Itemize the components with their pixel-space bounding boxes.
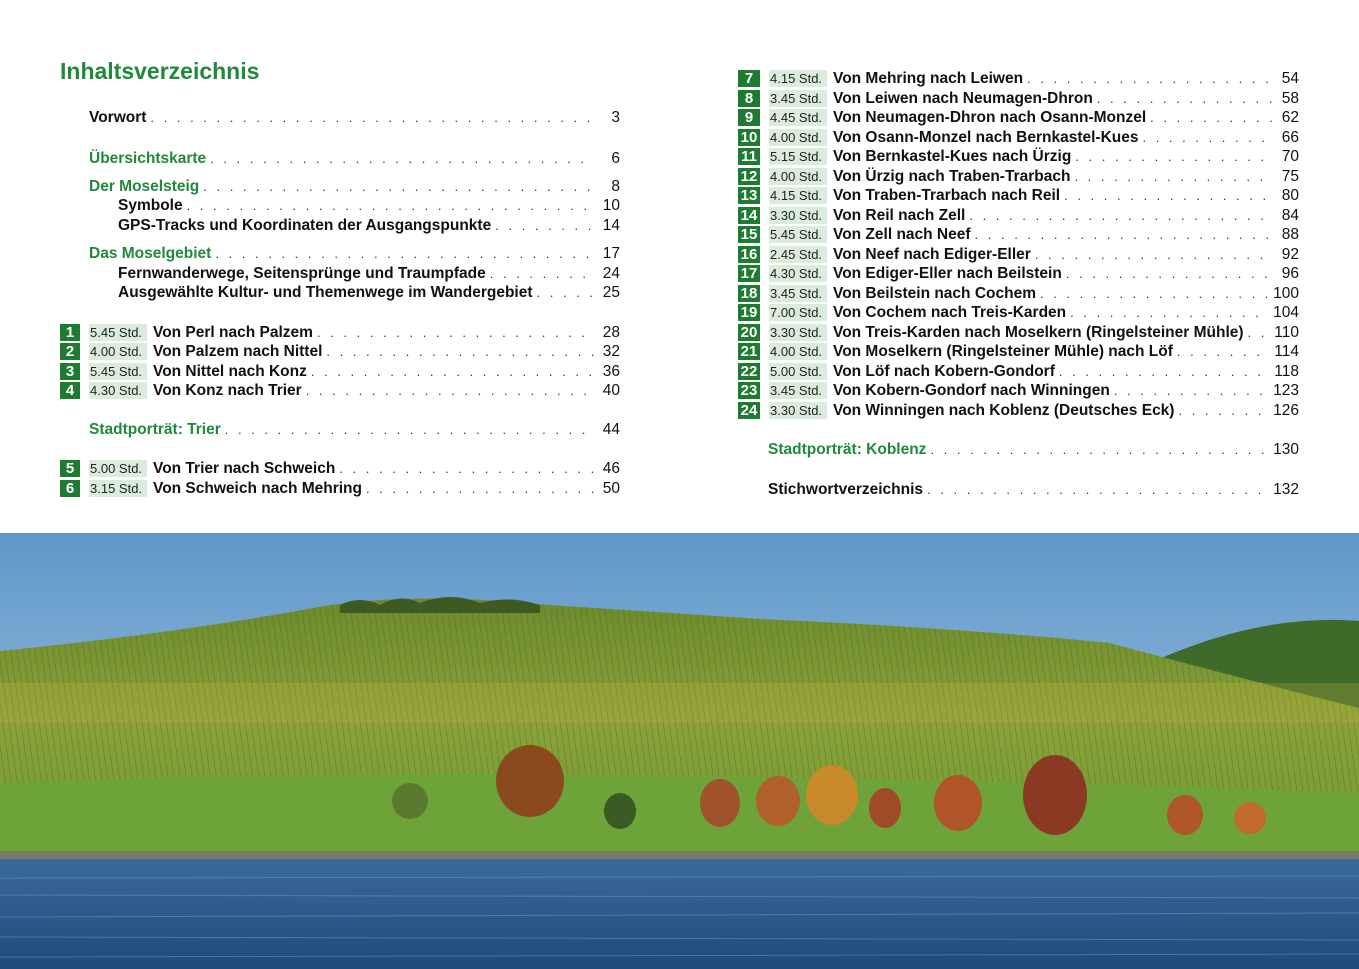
stage-number-badge: 23: [738, 382, 760, 399]
vineyard-landscape-photo: [0, 533, 1359, 969]
stage-number-badge: 17: [738, 265, 760, 282]
stage-page: 36: [602, 363, 620, 380]
toc-label: Übersichtskarte: [89, 150, 207, 167]
stage-number-badge: 20: [738, 324, 760, 341]
stage-duration: 3.45 Std.: [769, 285, 827, 302]
stage-number-badge: 8: [738, 90, 760, 107]
stage-title: Von Mehring nach Leiwen: [833, 70, 1024, 87]
leader-dots: [975, 225, 1273, 244]
stage-title: Von Trier nach Schweich: [153, 460, 336, 477]
stage-duration: 5.45 Std.: [89, 324, 147, 341]
stage-page: 54: [1281, 70, 1299, 87]
stage-number-badge: 9: [738, 109, 760, 126]
toc-entry-uebersichtskarte[interactable]: [89, 149, 620, 168]
toc-page: 24: [602, 265, 620, 282]
leader-dots: [215, 244, 594, 263]
leader-dots: [210, 149, 594, 168]
stage-row-2[interactable]: [60, 342, 620, 361]
stage-duration: 3.45 Std.: [769, 382, 827, 399]
toc-label: Das Moselgebiet: [89, 245, 212, 262]
page-title: Inhaltsverzeichnis: [60, 58, 260, 84]
toc-label: Stadtporträt: Trier: [89, 421, 221, 438]
stage-row-23[interactable]: [738, 381, 1299, 400]
stage-duration: 3.30 Std.: [769, 402, 827, 419]
stage-page: 66: [1281, 129, 1299, 146]
stage-row-11[interactable]: [738, 147, 1299, 166]
stage-number-badge: 10: [738, 129, 760, 146]
stage-title: Von Leiwen nach Neumagen-Dhron: [833, 90, 1093, 107]
stage-page: 80: [1281, 187, 1299, 204]
stage-page: 114: [1274, 343, 1299, 360]
leader-dots: [1070, 303, 1269, 322]
leader-dots: [1097, 89, 1273, 108]
stage-number-badge: 14: [738, 207, 760, 224]
stage-title: Von Kobern-Gondorf nach Winningen: [833, 382, 1110, 399]
leader-dots: [1248, 323, 1271, 342]
stage-row-6[interactable]: [60, 479, 620, 498]
stage-duration: 4.00 Std.: [769, 343, 827, 360]
stage-title: Von Treis-Karden nach Moselkern (Ringelsteiner Mühle): [833, 324, 1244, 341]
stage-number-badge: 16: [738, 246, 760, 263]
stage-row-8[interactable]: [738, 89, 1299, 108]
stage-row-4[interactable]: [60, 381, 620, 400]
leader-dots: [1177, 342, 1270, 361]
stage-page: 75: [1281, 168, 1299, 185]
toc-page: 3: [611, 109, 620, 126]
stage-page: 28: [602, 324, 620, 341]
leader-dots: [366, 479, 594, 498]
stage-row-12[interactable]: [738, 167, 1299, 186]
leader-dots: [311, 362, 594, 381]
stage-duration: 3.45 Std.: [769, 90, 827, 107]
stage-title: Von Osann-Monzel nach Bernkastel-Kues: [833, 129, 1139, 146]
stage-page: 84: [1281, 207, 1299, 224]
stage-page: 123: [1273, 382, 1299, 399]
stage-duration: 2.45 Std.: [769, 246, 827, 263]
stage-title: Von Traben-Trarbach nach Reil: [833, 187, 1061, 204]
leader-dots: [1150, 108, 1273, 127]
stage-number-badge: 13: [738, 187, 760, 204]
stage-number-badge: 19: [738, 304, 760, 321]
stage-page: 100: [1273, 285, 1299, 302]
stage-page: 104: [1273, 304, 1299, 321]
toc-entry-stadtportraet-trier[interactable]: [89, 420, 620, 439]
stage-row-9[interactable]: [738, 108, 1299, 127]
stage-number-badge: 6: [60, 480, 80, 497]
stage-number-badge: 12: [738, 168, 760, 185]
toc-label: Fernwanderwege, Seitensprünge und Traumpfade: [118, 265, 486, 282]
stage-page: 58: [1281, 90, 1299, 107]
stage-row-14[interactable]: [738, 206, 1299, 225]
stage-row-10[interactable]: [738, 128, 1299, 147]
stage-title: Von Löf nach Kobern-Gondorf: [833, 363, 1055, 380]
stage-title: Von Neef nach Ediger-Eller: [833, 246, 1031, 263]
river-embankment: [0, 851, 1359, 859]
leader-dots: [537, 283, 594, 302]
stage-number-badge: 11: [738, 148, 760, 165]
leader-dots: [306, 381, 594, 400]
stage-page: 40: [602, 382, 620, 399]
stage-page: 70: [1281, 148, 1299, 165]
stage-duration: 4.00 Std.: [769, 168, 827, 185]
leader-dots: [1059, 362, 1270, 381]
leader-dots: [203, 177, 594, 196]
stage-row-15[interactable]: [738, 225, 1299, 244]
stage-title: Von Zell nach Neef: [833, 226, 971, 243]
stage-duration: 3.30 Std.: [769, 324, 827, 341]
toc-label: Vorwort: [89, 109, 147, 126]
stage-page: 62: [1281, 109, 1299, 126]
toc-page: 44: [602, 421, 620, 438]
toc-label: Der Moselsteig: [89, 178, 200, 195]
stage-title: Von Moselkern (Ringelsteiner Mühle) nach Löf: [833, 343, 1173, 360]
stage-number-badge: 15: [738, 226, 760, 243]
stage-duration: 4.15 Std.: [769, 187, 827, 204]
stage-title: Von Perl nach Palzem: [153, 324, 313, 341]
stage-title: Von Schweich nach Mehring: [153, 480, 362, 497]
stage-number-badge: 4: [60, 382, 80, 399]
stage-duration: 5.15 Std.: [769, 148, 827, 165]
leader-dots: [1114, 381, 1269, 400]
stage-duration: 4.45 Std.: [769, 109, 827, 126]
stage-page: 32: [602, 343, 620, 360]
toc-page: 6: [611, 150, 620, 167]
stage-title: Von Cochem nach Treis-Karden: [833, 304, 1067, 321]
stage-row-3[interactable]: [60, 362, 620, 381]
stage-duration: 5.00 Std.: [89, 460, 147, 477]
stage-number-badge: 24: [738, 402, 760, 419]
toc-entry-stadtportraet-koblenz[interactable]: [768, 440, 1299, 459]
toc-entry-moselsteig[interactable]: [89, 177, 620, 196]
stage-duration: 3.15 Std.: [89, 480, 147, 497]
stage-title: Von Bernkastel-Kues nach Ürzig: [833, 148, 1072, 165]
leader-dots: [1075, 147, 1273, 166]
toc-label: Symbole: [118, 197, 183, 214]
stage-duration: 4.15 Std.: [769, 70, 827, 87]
stage-page: 118: [1274, 363, 1299, 380]
stage-title: Von Beilstein nach Cochem: [833, 285, 1036, 302]
stage-page: 50: [602, 480, 620, 497]
stage-page: 126: [1273, 402, 1299, 419]
stage-number-badge: 3: [60, 363, 80, 380]
stage-title: Von Konz nach Trier: [153, 382, 302, 399]
stage-title: Von Ürzig nach Traben-Trarbach: [833, 168, 1071, 185]
stage-row-7[interactable]: [738, 69, 1299, 88]
stage-number-badge: 18: [738, 285, 760, 302]
stage-page: 88: [1281, 226, 1299, 243]
stage-page: 92: [1281, 246, 1299, 263]
stage-duration: 4.00 Std.: [89, 343, 147, 360]
stage-row-1[interactable]: [60, 323, 620, 342]
leader-dots: [150, 108, 594, 127]
stage-number-badge: 1: [60, 324, 80, 341]
leader-dots: [1074, 167, 1273, 186]
stage-number-badge: 5: [60, 460, 80, 477]
leader-dots: [490, 264, 594, 283]
toc-page: 14: [602, 217, 620, 234]
leader-dots: [1027, 69, 1273, 88]
toc-label: GPS-Tracks und Koordinaten der Ausgangspunkte: [118, 217, 492, 234]
toc-page: 8: [611, 178, 620, 195]
leader-dots: [930, 440, 1269, 459]
leader-dots: [969, 206, 1273, 225]
leader-dots: [1066, 264, 1273, 283]
stage-row-20[interactable]: [738, 323, 1299, 342]
leader-dots: [187, 196, 594, 215]
stage-title: Von Nittel nach Konz: [153, 363, 307, 380]
stage-number-badge: 2: [60, 343, 80, 360]
stage-duration: 5.00 Std.: [769, 363, 827, 380]
toc-page: 17: [602, 245, 620, 262]
stage-row-19[interactable]: [738, 303, 1299, 322]
autumn-band: [0, 683, 1359, 723]
stage-page: 96: [1281, 265, 1299, 282]
leader-dots: [1035, 245, 1273, 264]
stage-title: Von Winningen nach Koblenz (Deutsches Eck): [833, 402, 1175, 419]
stage-duration: 7.00 Std.: [769, 304, 827, 321]
leader-dots: [1142, 128, 1273, 147]
leader-dots: [225, 420, 594, 439]
stage-row-17[interactable]: [738, 264, 1299, 283]
toc-entry-symbole[interactable]: [118, 196, 620, 215]
toc-entry-stichwortverzeichnis[interactable]: [768, 480, 1299, 499]
stage-title: Von Palzem nach Nittel: [153, 343, 323, 360]
stage-duration: 4.00 Std.: [769, 129, 827, 146]
stage-page: 46: [602, 460, 620, 477]
toc-entry-kulturwege[interactable]: [118, 283, 620, 302]
stage-duration: 4.30 Std.: [89, 382, 147, 399]
stage-duration: 5.45 Std.: [89, 363, 147, 380]
leader-dots: [317, 323, 594, 342]
stage-row-13[interactable]: [738, 186, 1299, 205]
stage-number-badge: 21: [738, 343, 760, 360]
leader-dots: [1040, 284, 1269, 303]
leader-dots: [495, 216, 594, 235]
toc-entry-moselgebiet[interactable]: [89, 244, 620, 263]
leader-dots: [1178, 401, 1269, 420]
stage-title: Von Neumagen-Dhron nach Osann-Monzel: [833, 109, 1147, 126]
stage-row-21[interactable]: [738, 342, 1299, 361]
toc-label: Ausgewählte Kultur- und Themenwege im Wandergebiet: [118, 284, 533, 301]
stage-row-16[interactable]: [738, 245, 1299, 264]
stage-page: 110: [1274, 324, 1299, 341]
stage-duration: 3.30 Std.: [769, 207, 827, 224]
toc-entry-gps-tracks[interactable]: [118, 216, 620, 235]
stage-number-badge: 22: [738, 363, 760, 380]
toc-entry-fernwanderwege[interactable]: [118, 264, 620, 283]
stage-duration: 4.30 Std.: [769, 265, 827, 282]
stage-number-badge: 7: [738, 70, 760, 87]
toc-label: Stichwortverzeichnis: [768, 481, 924, 498]
stage-title: Von Reil nach Zell: [833, 207, 966, 224]
stage-title: Von Ediger-Eller nach Beilstein: [833, 265, 1062, 282]
toc-entry-vorwort[interactable]: [89, 108, 620, 127]
leader-dots: [927, 480, 1269, 499]
stage-row-22[interactable]: [738, 362, 1299, 381]
toc-label: Stadtporträt: Koblenz: [768, 441, 927, 458]
toc-page: 25: [602, 284, 620, 301]
leader-dots: [326, 342, 594, 361]
leader-dots: [1064, 186, 1273, 205]
stage-duration: 5.45 Std.: [769, 226, 827, 243]
stage-row-5[interactable]: [60, 459, 620, 478]
toc-page: 130: [1273, 441, 1299, 458]
stage-row-24[interactable]: [738, 401, 1299, 420]
toc-page: 10: [602, 197, 620, 214]
stage-row-18[interactable]: [738, 284, 1299, 303]
leader-dots: [339, 459, 594, 478]
toc-page: 132: [1273, 481, 1299, 498]
